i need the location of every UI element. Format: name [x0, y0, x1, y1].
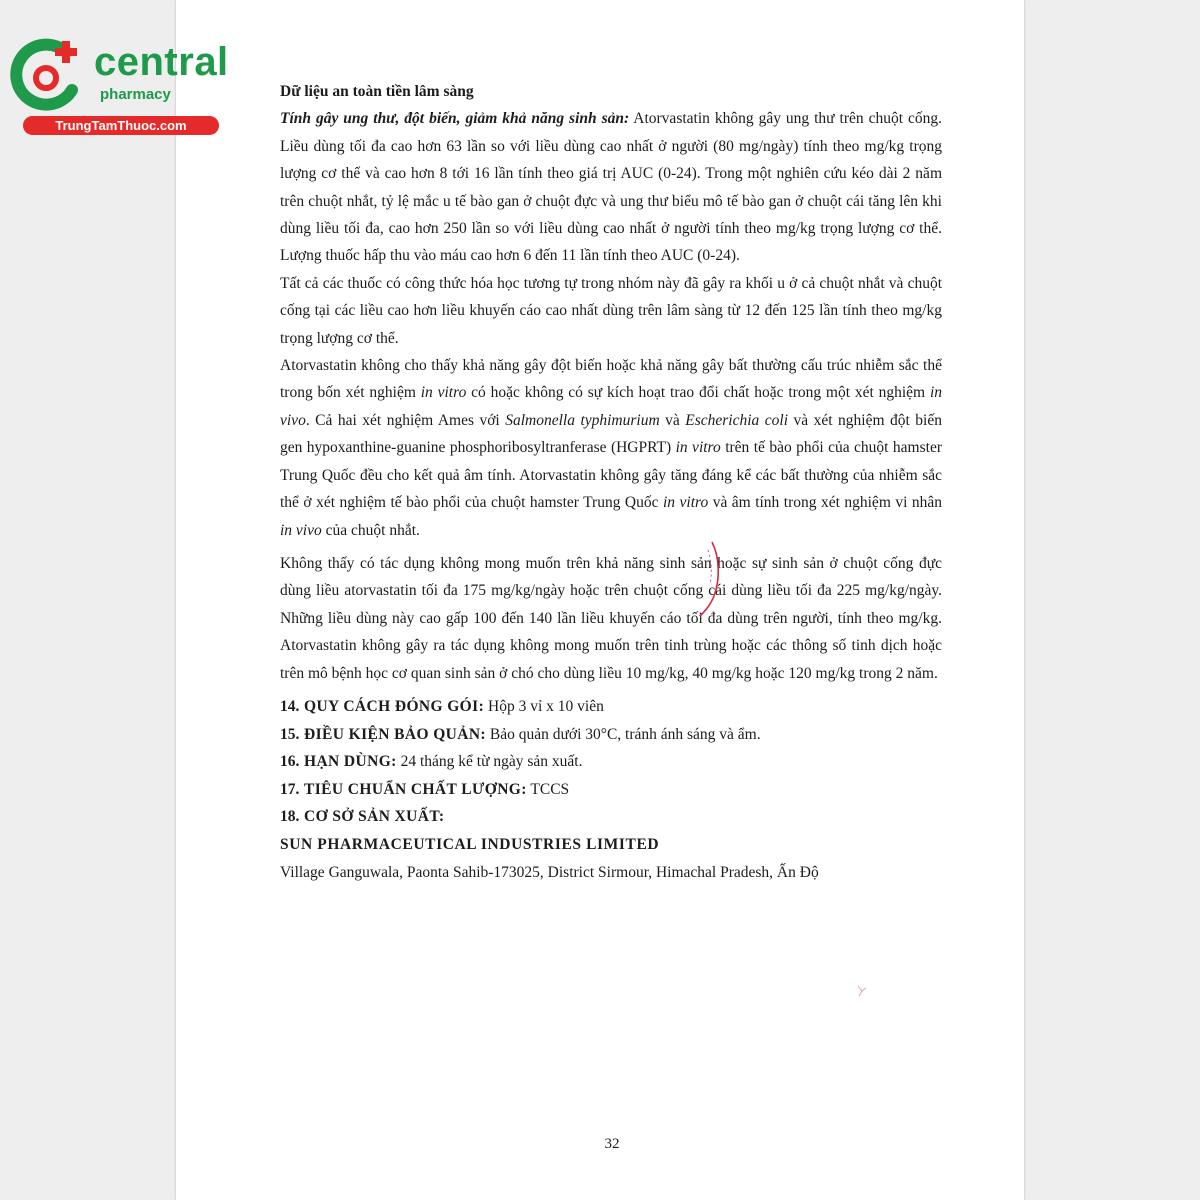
logo-wordmark: central [94, 40, 229, 84]
section-18 [280, 803, 942, 831]
text-run: trên tế bào phổi của chuột hamster Trung Quốc đều cho kết quả âm tính. Atorvastatin không gây tăng đáng kể các bất thường của nhiễm sắc thể ở xét nghiệm tế bào phổi của chuột hamster Trung Quốc [280, 439, 942, 512]
text-run: có hoặc không có sự kích hoạt trao đổi chất hoặc trong một xét nghiệm [466, 384, 930, 402]
section-label: QUY CÁCH ĐÓNG GÓI: [304, 697, 485, 715]
italic-run: in vitro [420, 384, 467, 402]
section-17 [280, 776, 942, 804]
manufacturer-address: Village Ganguwala, Paonta Sahib-173025, District Sirmour, Himachal Pradesh, Ấn Độ [280, 863, 819, 881]
section-number: 15. [280, 725, 300, 743]
paragraph-text: Atorvastatin không gây ung thư trên chuột cống. Liều dùng tối đa cao hơn 63 lần so với liều dùng cao nhất ở người (80 mg/ngày) tính theo mg/kg trọng lượng cơ thể và cao hơn 8 tới 16 lần tính theo giá trị AUC (0-24). Trong một nghiên cứu kéo dài 2 năm trên chuột nhắt, tỷ lệ mắc u tế bào gan ở chuột đực và ung thư biểu mô tế bào gan ở chuột cái tăng lên khi dùng liều tối đa, cao hơn 250 lần so với liều dùng cao nhất ở người tính theo mg/kg trọng lượng cơ thể. Lượng thuốc hấp thu vào máu cao hơn 6 đến 11 lần tính theo AUC (0-24). [280, 110, 942, 265]
numbered-sections [280, 693, 942, 886]
pen-stroke-mark [690, 540, 730, 620]
text-run: và [659, 411, 686, 429]
section-value: TCCS [526, 780, 570, 798]
italic-run: in vitro [675, 439, 721, 457]
paragraph-mutagenicity [280, 352, 942, 544]
section-label: TIÊU CHUẨN CHẤT LƯỢNG: [304, 780, 527, 798]
manufacturer-name: SUN PHARMACEUTICAL INDUSTRIES LIMITED [280, 835, 660, 853]
section-value: Hộp 3 vỉ x 10 viên [484, 697, 604, 715]
section-15 [280, 721, 942, 749]
paragraph-class-effects: Tất cả các thuốc có công thức hóa học tương tự trong nhóm này đã gây ra khối u ở cả chuột nhắt và chuột cống tại các liều cao hơn liều khuyến cáo cao nhất dùng trên lâm sàng từ 12 đến 125 lần tính theo mg/kg trọng lượng cơ thể. [280, 274, 942, 347]
page-number: 32 [604, 1136, 620, 1152]
text-run: và xét nghiệm đột biến gen hypoxanthine-guanine phosphoribosyltranferase (HGPRT) [280, 411, 942, 457]
italic-run: in vitro [662, 494, 709, 512]
italic-run: Salmonella typhimurium [505, 411, 660, 429]
italic-run: in vivo [280, 384, 942, 429]
pharmacy-cross-logo-icon [10, 38, 92, 116]
section-value: Bảo quản dưới 30°C, tránh ánh sáng và ẩm. [486, 725, 761, 743]
scan-speck [856, 984, 868, 998]
text-run: . Cả hai xét nghiệm Ames với [305, 411, 506, 429]
paragraph-fertility: Không thấy có tác dụng không mong muốn trên khả năng sinh sản hoặc sự sinh sản ở chuột cống đực dùng liều atorvastatin tối đa 175 mg/kg/ngày hoặc trên chuột cống cái dùng liều tối đa 225 mg/kg/ngày. Những liều dùng này cao gấp 100 đến 140 lần liều khuyến cáo tối đa dùng trên người, tính theo mg/kg. Atorvastatin không gây ra tác dụng không mong muốn trên tinh trùng hoặc các thông số tinh dịch hoặc trên mô bệnh học cơ quan sinh sản ở chó cho dùng liều 10 mg/kg, 40 mg/kg hoặc 120 mg/kg trong 2 năm. [280, 554, 942, 682]
section-heading: Dữ liệu an toàn tiền lâm sàng [280, 83, 474, 100]
section-label: CƠ SỞ SẢN XUẤT: [304, 808, 445, 826]
italic-run: in vivo [280, 521, 322, 539]
logo-website-pill: TrungTamThuoc.com [23, 116, 219, 135]
section-label: HẠN DÙNG: [304, 753, 397, 771]
italic-run: Escherichia coli [685, 411, 789, 429]
paragraph-carcinogenicity [280, 105, 942, 269]
text-run: Atorvastatin không cho thấy khả năng gây đột biến hoặc khả năng gây bất thường cấu trúc nhiễm sắc thể trong bốn xét nghiệm [280, 357, 942, 402]
section-value: 24 tháng kể từ ngày sản xuất. [396, 753, 583, 771]
section-16 [280, 748, 942, 776]
document-body [280, 78, 942, 886]
section-14 [280, 693, 942, 721]
text-run: và âm tính trong xét nghiệm vi nhân [708, 494, 942, 512]
section-label: ĐIỀU KIỆN BẢO QUẢN: [304, 725, 486, 743]
paragraph-lead: Tính gây ung thư, đột biến, giảm khả năng sinh sản: [280, 110, 630, 128]
logo-subtitle: pharmacy [100, 86, 171, 103]
section-number: 18. [280, 808, 300, 826]
section-number: 17. [280, 780, 300, 798]
text-run: của chuột nhắt. [321, 521, 420, 539]
section-number: 14. [280, 697, 300, 715]
section-number: 16. [280, 753, 300, 771]
central-pharmacy-logo[interactable] [10, 36, 229, 136]
